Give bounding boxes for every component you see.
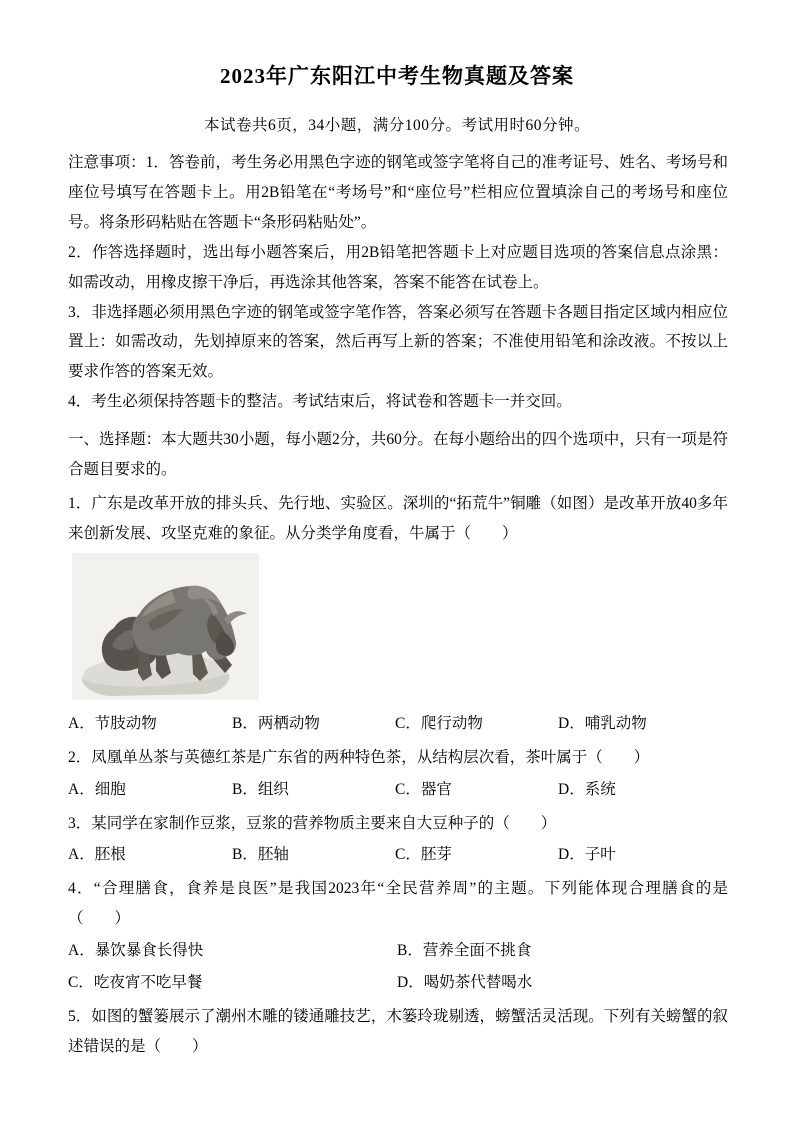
- question-4-options-row-1: [68, 936, 728, 966]
- question-4-option-b: B．营养全面不挑食: [397, 942, 532, 960]
- question-3-options: [68, 840, 728, 870]
- question-1-text: 1．广东是改革开放的排头兵、先行地、实验区。深圳的“拓荒牛”铜雕（如图）是改革开放40多年来创新发展、攻坚克难的象征。从分类学角度看，牛属于（ ）: [68, 494, 728, 542]
- question-1-option-a: A．节肢动物: [68, 714, 157, 732]
- question-4-option-c: C．吃夜宵不吃早餐: [68, 974, 203, 992]
- question-2-option-d: D．系统: [558, 780, 616, 798]
- question-4-options-row-2: [68, 968, 728, 998]
- notice-paragraph-4: 4．考生必须保持答题卡的整洁。考试结束后，将试卷和答题卡一并交回。: [68, 393, 572, 411]
- question-1-options: [68, 709, 728, 739]
- question-3-option-a: A．胚根: [68, 846, 126, 864]
- question-2-option-a: A．细胞: [68, 780, 126, 798]
- pioneer-bull-sculpture-image: [72, 553, 259, 700]
- exam-body: [68, 148, 728, 1062]
- question-5-text: 5．如图的蟹篓展示了潮州木雕的镂通雕技艺，木篓玲珑剔透，螃蟹活灵活现。下列有关螃蟹的叙述错误的是（ ）: [68, 1007, 728, 1055]
- question-1-option-d: D．哺乳动物: [558, 714, 647, 732]
- notice-paragraph-2: 2．作答选择题时，选出每小题答案后，用2B铅笔把答题卡上对应题目选项的答案信息点涂黑：如需改动，用橡皮擦干净后，再选涂其他答案，答案不能答在试卷上。: [68, 243, 728, 291]
- exam-info-line: 本试卷共6页，34小题，满分100分。考试用时60分钟。: [203, 117, 590, 134]
- question-3-option-c: C．胚芽: [395, 846, 452, 864]
- question-3-text: 3．某同学在家制作豆浆，豆浆的营养物质主要来自大豆种子的（ ）: [68, 814, 557, 832]
- question-2-options: [68, 775, 728, 805]
- question-2-option-c: C．器官: [395, 780, 452, 798]
- page-title: 2023年广东阳江中考生物真题及答案: [220, 64, 574, 88]
- question-2-option-b: B．组织: [232, 780, 289, 798]
- question-2-text: 2．凤凰单丛茶与英德红茶是广东省的两种特色茶，从结构层次看，茶叶属于（ ）: [68, 748, 650, 766]
- bull-sculpture-drawing: [72, 553, 259, 700]
- question-1-option-b: B．两栖动物: [232, 714, 320, 732]
- notice-paragraph-1: 注意事项：1．答卷前，考生务必用黑色字迹的钢笔或签字笔将自己的准考证号、姓名、考场号和座位号填写在答题卡上。用2B铅笔在“考场号”和“座位号”栏相应位置填涂自己的考场号和座位号。将条形码粘贴在答题卡“条形码粘贴处”。: [68, 154, 728, 231]
- question-1-option-c: C．爬行动物: [395, 714, 483, 732]
- section-heading-choice-questions: 一、选择题：本大题共30小题，每小题2分，共60分。在每小题给出的四个选项中，只有一项是符合题目要求的。: [68, 431, 728, 479]
- question-3-option-b: B．胚轴: [232, 846, 289, 864]
- question-3-option-d: D．子叶: [558, 846, 616, 864]
- notice-paragraph-3: 3．非选择题必须用黑色字迹的钢笔或签字笔作答，答案必须写在答题卡各题目指定区域内相应位置上：如需改动，先划掉原来的答案，然后再写上新的答案；不准使用铅笔和涂改液。不按以上要求作答的答案无效。: [68, 303, 728, 381]
- question-4-option-a: A．暴饮暴食长得快: [68, 942, 204, 960]
- question-4-option-d: D．喝奶茶代替喝水: [397, 974, 533, 992]
- question-4-text: 4．“合理膳食，食养是良医”是我国2023年“全民营养周”的主题。下列能体现合理膳食的是（ ）: [68, 880, 728, 928]
